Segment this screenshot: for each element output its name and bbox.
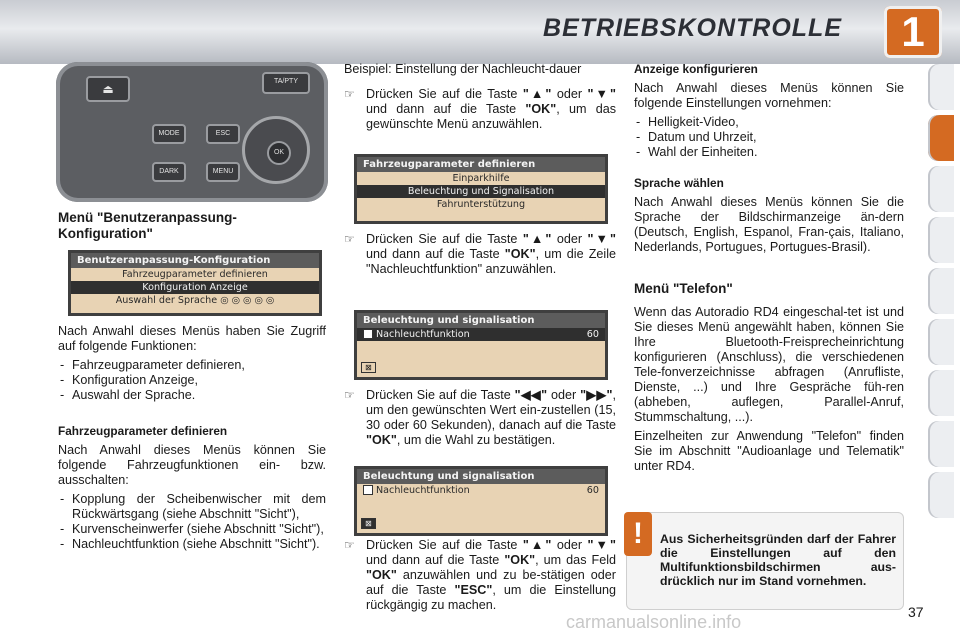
- screen-row-label: Nachleuchtfunktion: [376, 485, 470, 496]
- key-label: "▶▶": [580, 388, 613, 402]
- control-panel-photo: [56, 62, 328, 202]
- checkbox-icon: [363, 485, 373, 495]
- step-text: Drücken Sie auf die Taste: [366, 232, 518, 246]
- pointing-hand-icon: ☞: [344, 538, 355, 552]
- column-3: [634, 62, 904, 478]
- chapter-badge: 1: [884, 6, 942, 58]
- column-2-step4: [344, 538, 616, 613]
- warning-text: Aus Sicherheitsgründen darf der Fahrer die Einstellungen auf den Multifunktionsbildschirmen aus-drücklich nur im Stand vornehmen.: [660, 532, 896, 588]
- screen-config-menu: [68, 250, 322, 316]
- step-text: , um die Wahl zu bestätigen.: [396, 433, 556, 447]
- screen-row: Einparkhilfe: [452, 173, 510, 184]
- ta-pty-button: TA/PTY: [262, 72, 310, 94]
- paragraph: Nach Anwahl dieses Menüs können Sie folgende Einstellungen vornehmen:: [634, 81, 904, 110]
- menu-button: MENU: [206, 162, 240, 182]
- column-1: [58, 210, 328, 242]
- list-item: - Wahl der Einheiten.: [634, 145, 904, 160]
- screen-value: 60: [586, 485, 599, 496]
- instruction-step: [344, 388, 616, 448]
- key-label: "▲": [522, 87, 552, 101]
- paragraph: Nach Anwahl dieses Menüs haben Sie Zugriff auf folgende Funktionen:: [58, 324, 326, 353]
- chapter-tab[interactable]: [928, 421, 954, 467]
- screen-row: Fahrzeugparameter definieren: [122, 269, 268, 280]
- sub-heading: Fahrzeugparameter definieren: [58, 424, 228, 438]
- paragraph: Einzelheiten zur Anwendung "Telefon" finden Sie im Abschnitt "Audioanlage und Telematik" unter RD4.: [634, 429, 904, 473]
- list-item: - Fahrzeugparameter definieren,: [58, 358, 326, 373]
- ok-box-icon-selected: ⊠: [361, 518, 376, 529]
- column-1-body: [58, 324, 326, 403]
- screen-title: Beleuchtung und signalisation: [357, 313, 605, 328]
- screen-row-selected: Konfiguration Anzeige: [71, 281, 319, 294]
- step-text: und dann auf die Taste: [366, 102, 517, 116]
- step-text: und dann auf die Taste: [366, 247, 500, 261]
- chapter-tab[interactable]: [928, 472, 954, 518]
- checkbox-icon: [363, 329, 373, 339]
- screen-row: Fahrunterstützung: [436, 199, 526, 210]
- paragraph: Nach Anwahl dieses Menüs können Sie folgende Fahrzeugfunktionen ein- bzw. ausschalten:: [58, 443, 326, 487]
- key-label: "▲": [522, 538, 552, 552]
- esc-button: ESC: [206, 124, 240, 144]
- sub-heading: Sprache wählen: [634, 176, 724, 190]
- screen-lighting-1: [354, 310, 608, 380]
- list-item: - Auswahl der Sprache.: [58, 388, 326, 403]
- screen-vehicle-params: [354, 154, 608, 224]
- vehicle-function-list: [58, 492, 326, 552]
- instruction-step: [344, 87, 616, 132]
- screen-value: 60: [586, 329, 599, 340]
- list-item: - Helligkeit-Video,: [634, 115, 904, 130]
- list-item: - Datum und Uhrzeit,: [634, 130, 904, 145]
- screen-row-selected: [357, 328, 605, 341]
- eject-icon: ⏏: [86, 76, 130, 102]
- ok-button: OK: [267, 141, 291, 165]
- mode-button: MODE: [152, 124, 186, 144]
- pointing-hand-icon: ☞: [344, 232, 355, 246]
- screen-row: Auswahl der Sprache ◎ ◎ ◎ ◎ ◎: [115, 295, 275, 306]
- screen-row-label: Nachleuchtfunktion: [376, 329, 470, 340]
- step-text: , um die Zeile "Nachleuchtfunktion" anzuwählen.: [366, 247, 617, 276]
- navigation-dial: [242, 116, 310, 184]
- chapter-tab[interactable]: [928, 370, 954, 416]
- display-settings-list: [634, 115, 904, 160]
- chapter-tab[interactable]: [928, 166, 954, 212]
- step-text: und dann auf die Taste: [366, 553, 500, 567]
- column-1-sub: [58, 424, 326, 552]
- pointing-hand-icon: ☞: [344, 87, 355, 101]
- list-item: - Konfiguration Anzeige,: [58, 373, 326, 388]
- key-label: "▲": [522, 232, 552, 246]
- dark-button: DARK: [152, 162, 186, 182]
- example-caption: Beispiel: Einstellung der Nachleucht-dauer: [344, 62, 582, 76]
- screen-row: [357, 484, 605, 497]
- chapter-tab-active[interactable]: [928, 115, 954, 161]
- column-2-step2: [344, 232, 616, 277]
- key-label: "OK": [525, 102, 557, 116]
- step-text: oder: [556, 87, 583, 101]
- step-text: , um das Feld: [535, 553, 617, 567]
- screen-title: Beleuchtung und signalisation: [357, 469, 605, 484]
- list-item: - Kurvenscheinwerfer (siehe Abschnitt "Sicht"),: [58, 522, 326, 537]
- key-label: "OK": [504, 553, 536, 567]
- key-label: "▼": [587, 232, 616, 246]
- key-label: "OK": [366, 433, 397, 447]
- sub-heading: Anzeige konfigurieren: [634, 62, 758, 76]
- pointing-hand-icon: ☞: [344, 388, 355, 402]
- key-label: "▼": [587, 538, 616, 552]
- watermark: carmanualsonline.info: [566, 612, 742, 632]
- chapter-tabs: [928, 64, 954, 574]
- instruction-step: [344, 232, 616, 277]
- list-item: - Kopplung der Scheibenwischer mit dem Rückwärtsgang (siehe Abschnitt "Sicht"),: [58, 492, 326, 522]
- section-heading: Menü "Benutzeranpassung-Konfiguration": [58, 210, 237, 241]
- page-number: 37: [908, 604, 924, 620]
- chapter-tab[interactable]: [928, 217, 954, 263]
- paragraph: Nach Anwahl dieses Menüs können Sie die Sprache der Bildschirmanzeige än-dern (Deutsch, English, Espanol, Fran-çais, Italiano, Nederlands, Portugues, Portugues-Brasil).: [634, 195, 904, 254]
- key-label: "ESC": [454, 583, 493, 597]
- screen-row-label: Auswahl der Sprache: [115, 295, 218, 306]
- step-text: Drücken Sie auf die Taste: [366, 87, 518, 101]
- list-item: - Nachleuchtfunktion (siehe Abschnitt "Sicht").: [58, 537, 326, 552]
- step-text: oder: [550, 388, 577, 402]
- page-title: BETRIEBSKONTROLLE: [543, 14, 842, 42]
- ok-box-icon: ⊠: [361, 362, 376, 373]
- chapter-tab[interactable]: [928, 64, 954, 110]
- step-text: , um die Einstellung rückgängig zu machen.: [366, 583, 616, 612]
- paragraph: Wenn das Autoradio RD4 eingeschal-tet ist und Sie dieses Menü angewählt haben, können Sie Ihre Bluetooth-Freisprecheinrichtung konfigurieren (Anschluss), die verschiedenen Tele-fonverzeichnisse abfragen (Anrufliste, Dienste, ...) und Ihre Gespräche füh-ren (abheben, auflegen, Parallel-Anruf, Stummschaltung, ...).: [634, 305, 904, 424]
- warning-icon: !: [624, 512, 652, 556]
- key-label: "OK": [366, 568, 397, 582]
- key-label: "▼": [587, 87, 616, 101]
- column-2-top: [344, 62, 616, 132]
- chapter-tab[interactable]: [928, 268, 954, 314]
- key-label: "◀◀": [514, 388, 548, 402]
- screen-row-selected: Beleuchtung und Signalisation: [357, 185, 605, 198]
- step-text: oder: [556, 538, 583, 552]
- column-2-step3: [344, 388, 616, 448]
- step-text: , um das gewünschte Menü anzuwählen.: [366, 102, 616, 131]
- function-list: [58, 358, 326, 403]
- chapter-tab[interactable]: [928, 319, 954, 365]
- step-text: , um den gewünschten Wert ein-zustellen (15, 30 oder 60 Sekunden), danach auf die Taste: [366, 388, 616, 432]
- step-text: oder: [556, 232, 583, 246]
- step-text: anzuwählen und zu be-stätigen oder auf die Taste: [366, 568, 617, 597]
- key-label: "OK": [504, 247, 536, 261]
- instruction-step: [344, 538, 616, 613]
- section-heading: Menü "Telefon": [634, 281, 733, 296]
- screen-lighting-2: [354, 466, 608, 536]
- step-text: Drücken Sie auf die Taste: [366, 538, 518, 552]
- screen-title: Benutzeranpassung-Konfiguration: [71, 253, 319, 268]
- step-text: Drücken Sie auf die Taste: [366, 388, 511, 402]
- screen-title: Fahrzeugparameter definieren: [357, 157, 605, 172]
